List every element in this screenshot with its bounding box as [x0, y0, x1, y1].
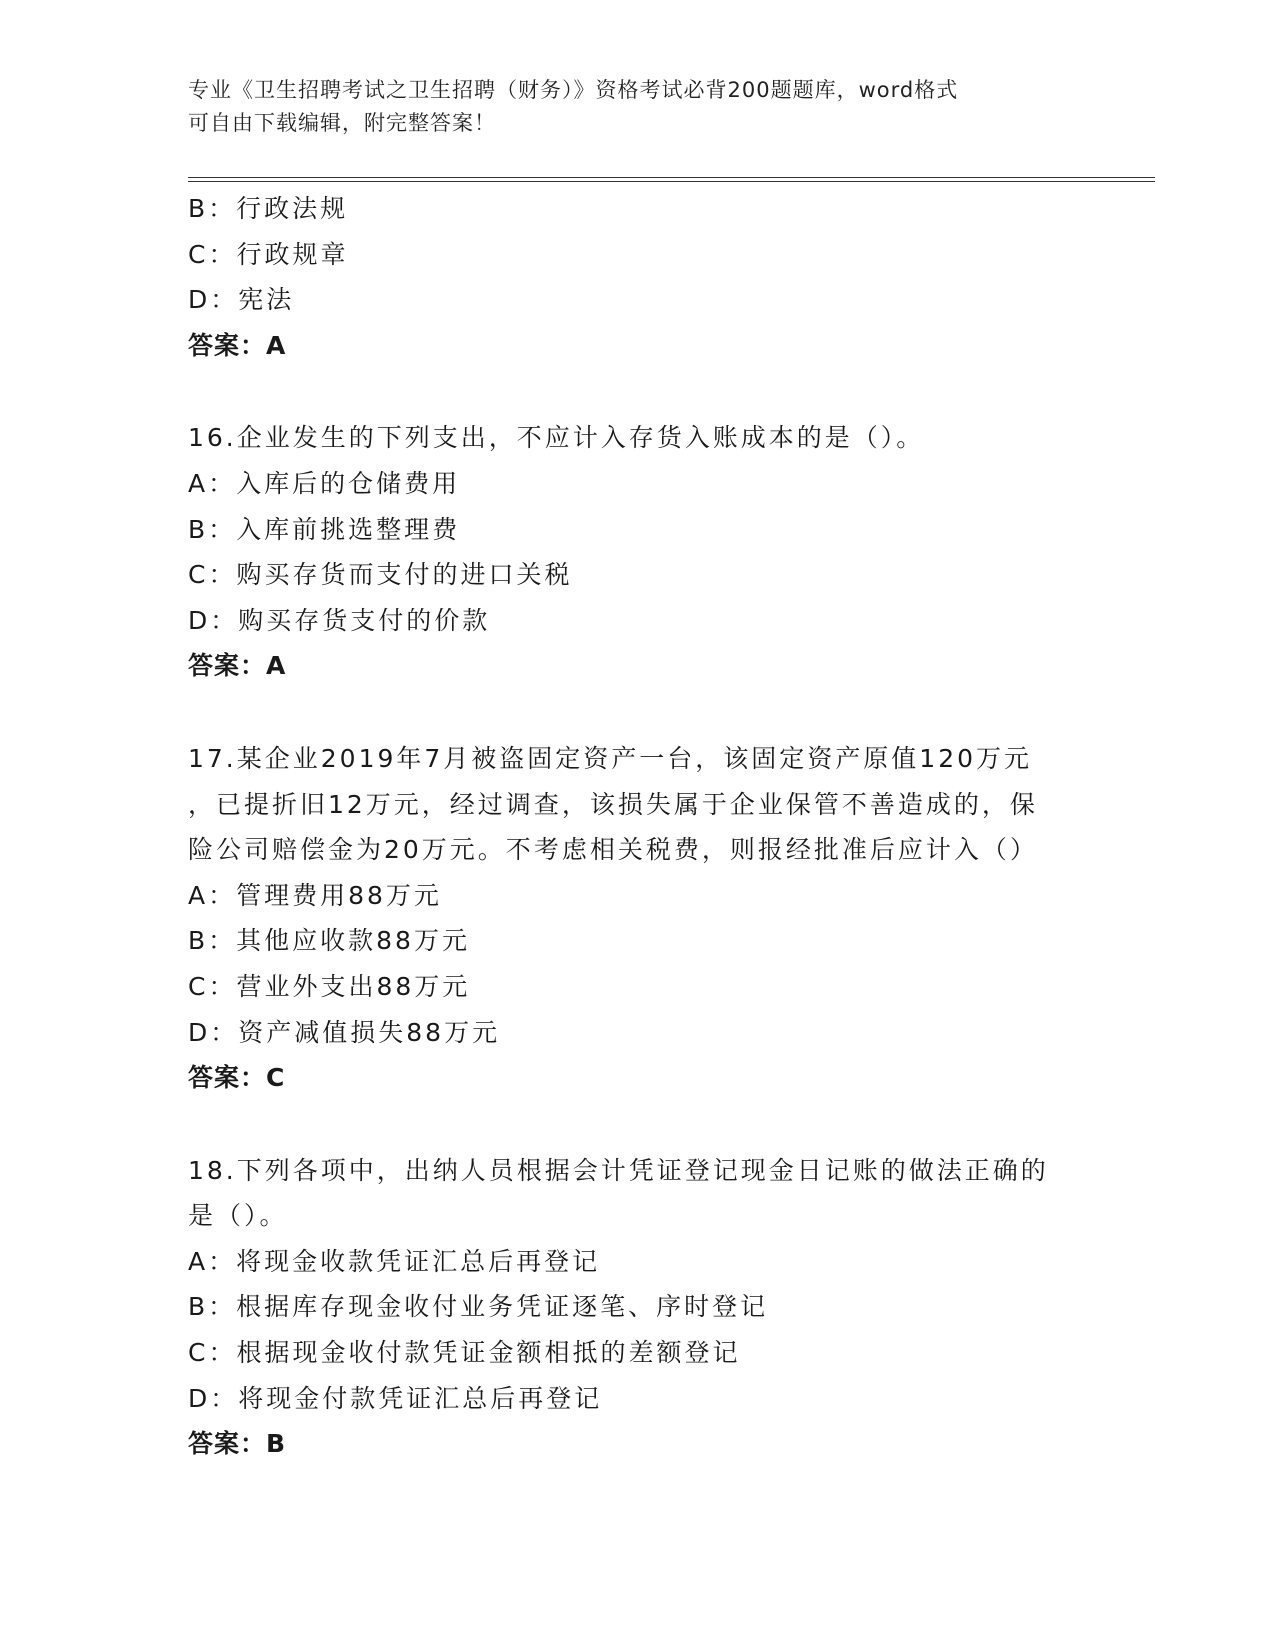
option-c: C：购买存货而支付的进口关税	[188, 560, 573, 590]
question-stem-line: 17.某企业2019年7月被盗固定资产一台，该固定资产原值120万元	[188, 743, 1033, 773]
page-header	[188, 74, 1068, 140]
answer: 答案：C	[188, 1063, 286, 1093]
question-spacer	[188, 368, 1088, 415]
option-b: B：行政法规	[188, 194, 349, 223]
question-stem	[188, 1148, 1088, 1239]
question-15-partial	[188, 186, 1088, 368]
question-stem-line: 险公司赔偿金为20万元。不考虑相关税费，则报经批准后应计入（）	[188, 835, 1038, 865]
question-17	[188, 736, 1088, 1101]
option-a: A：入库后的仓储费用	[188, 468, 461, 498]
option-d: D：资产减值损失88万元	[188, 1017, 501, 1047]
question-16	[188, 415, 1088, 689]
answer: 答案：A	[188, 330, 287, 360]
question-spacer	[188, 689, 1088, 736]
question-stem-line: ，已提折旧12万元，经过调查，该损失属于企业保管不善造成的，保	[188, 789, 1038, 819]
option-a: A：将现金收款凭证汇总后再登记	[188, 1246, 601, 1276]
question-stem-line: 是（）。	[188, 1201, 288, 1231]
option-b: B：入库前挑选整理费	[188, 514, 461, 544]
option-c: C：营业外支出88万元	[188, 971, 471, 1001]
option-b: B：根据库存现金收付业务凭证逐笔、序时登记	[188, 1292, 769, 1322]
header-divider	[188, 177, 1155, 182]
option-c: C：行政规章	[188, 239, 349, 269]
question-stem-line: 18.下列各项中，出纳人员根据会计凭证登记现金日记账的做法正确的	[188, 1155, 1049, 1185]
question-stem	[188, 415, 1088, 461]
header-title-line-1: 专业《卫生招聘考试之卫生招聘（财务）》资格考试必背200题题库，word格式	[188, 78, 959, 102]
answer: 答案：B	[188, 1429, 287, 1459]
option-d: D：购买存货支付的价款	[188, 605, 491, 635]
option-a: A：管理费用88万元	[188, 880, 442, 910]
answer: 答案：A	[188, 651, 287, 681]
question-stem-line: 16.企业发生的下列支出，不应计入存货入账成本的是（）。	[188, 423, 925, 453]
header-title-line-2: 可自由下载编辑，附完整答案！	[188, 111, 496, 135]
question-spacer	[188, 1101, 1088, 1148]
question-list	[188, 186, 1088, 1467]
option-c: C：根据现金收付款凭证金额相抵的差额登记	[188, 1338, 741, 1368]
question-18	[188, 1148, 1088, 1467]
question-stem	[188, 736, 1088, 873]
option-b: B：其他应收款88万元	[188, 926, 470, 956]
option-d: D：宪法	[188, 285, 295, 315]
option-d: D：将现金付款凭证汇总后再登记	[188, 1383, 603, 1413]
